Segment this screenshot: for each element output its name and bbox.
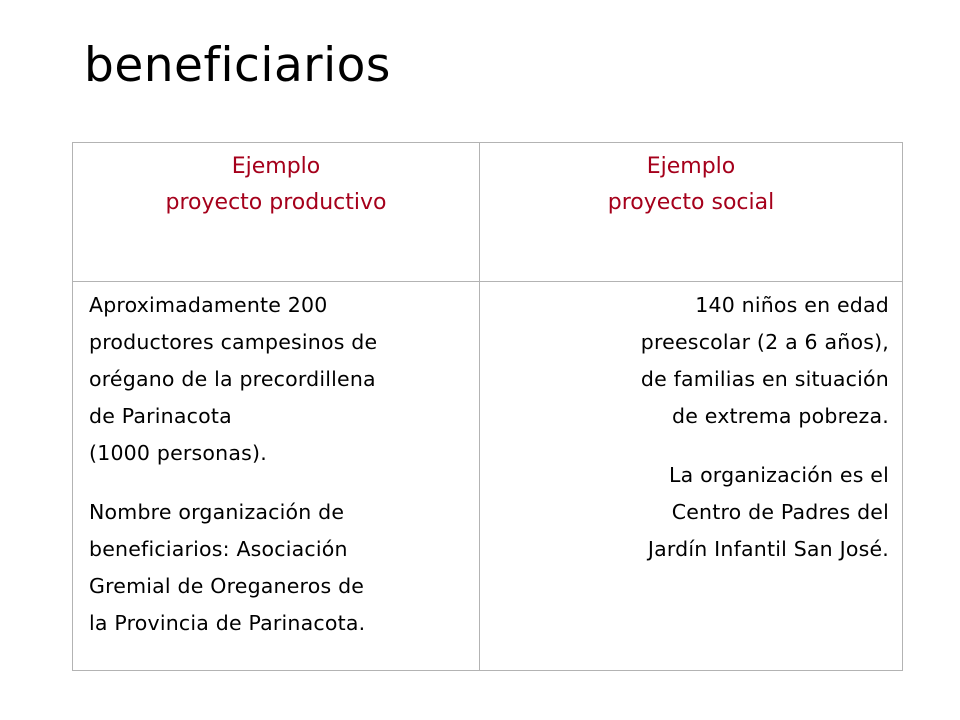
social-text-line: de extrema pobreza. xyxy=(672,404,889,428)
cell-productive xyxy=(89,287,475,642)
header-social xyxy=(480,149,902,221)
column-divider xyxy=(479,143,480,670)
social-text-line: 140 niños en edad xyxy=(695,293,889,317)
productive-org-line: beneficiarios: Asociación xyxy=(89,537,348,561)
productive-org-line: Nombre organización de xyxy=(89,500,345,524)
header-productive xyxy=(73,149,479,221)
comparison-table xyxy=(72,142,903,671)
social-org-line: Centro de Padres del xyxy=(671,500,889,524)
paragraph-gap xyxy=(493,435,889,457)
header-productive-line1: Ejemplo xyxy=(231,154,321,179)
cell-social xyxy=(493,287,889,568)
productive-text-line: Aproximadamente 200 xyxy=(89,293,328,317)
header-social-line1: Ejemplo xyxy=(646,154,736,179)
paragraph-gap xyxy=(89,472,475,494)
productive-org-line: la Provincia de Parinacota. xyxy=(89,611,366,635)
slide-title: beneficiarios xyxy=(84,38,391,93)
social-text-line: preescolar (2 a 6 años), xyxy=(640,330,889,354)
header-divider xyxy=(73,281,902,282)
header-social-line2: proyecto social xyxy=(607,190,775,215)
productive-text-line: (1000 personas). xyxy=(89,441,267,465)
header-productive-line2: proyecto productivo xyxy=(165,190,387,215)
productive-text-line: productores campesinos de xyxy=(89,330,378,354)
productive-text-line: orégano de la precordillena xyxy=(89,367,376,391)
productive-text-line: de Parinacota xyxy=(89,404,232,428)
social-text-line: de familias en situación xyxy=(640,367,889,391)
productive-org-line: Gremial de Oreganeros de xyxy=(89,574,365,598)
social-org-line: Jardín Infantil San José. xyxy=(647,537,889,561)
social-org-line: La organización es el xyxy=(668,463,889,487)
